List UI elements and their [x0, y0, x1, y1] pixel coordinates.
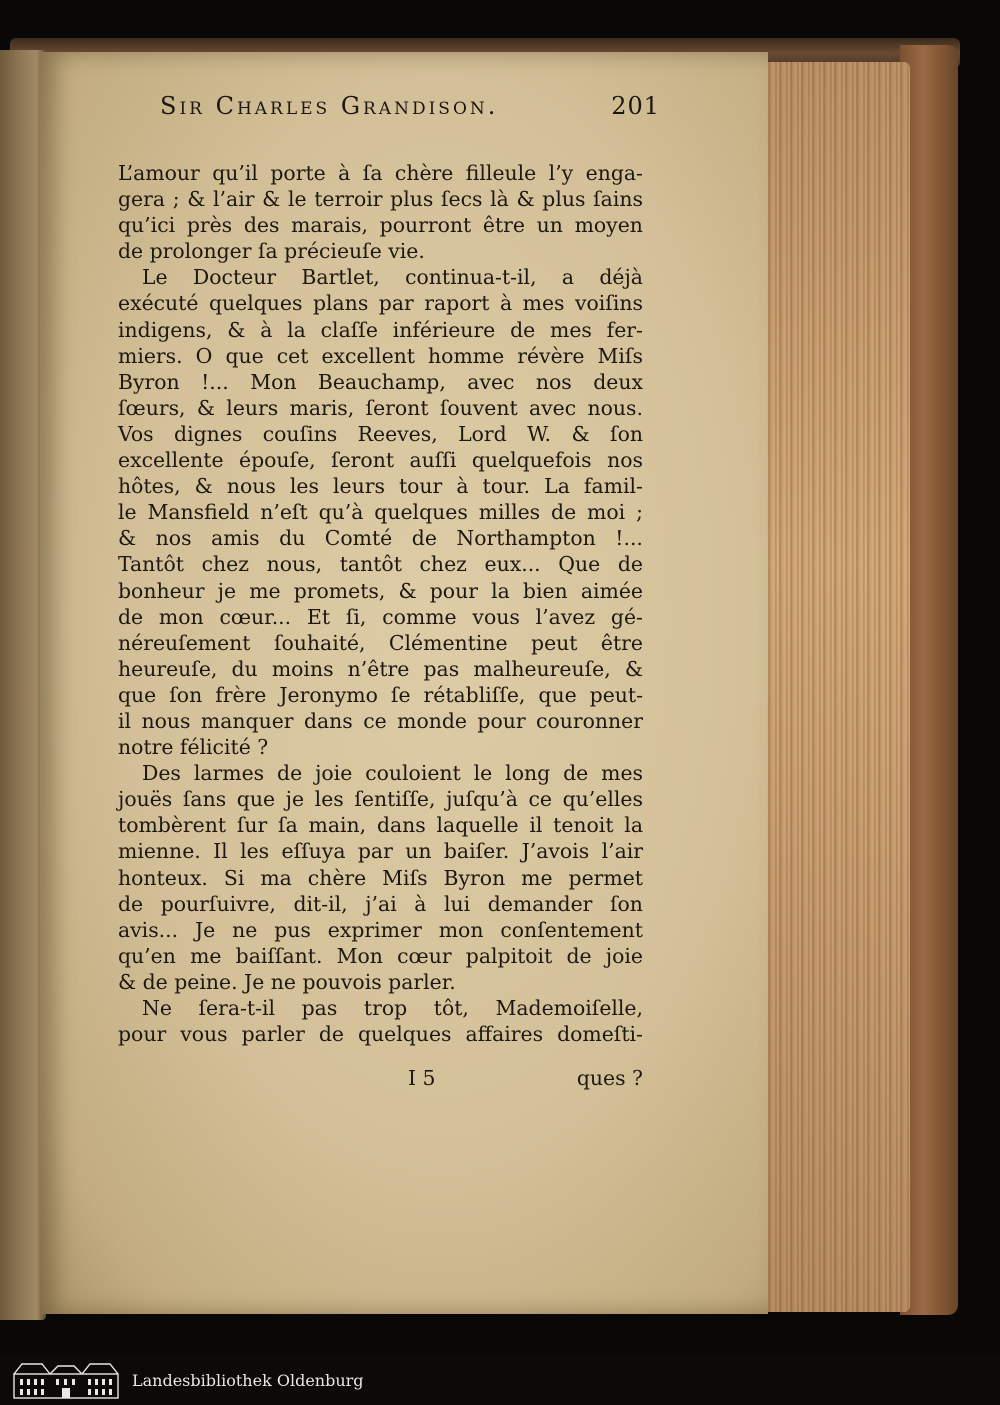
text-line: Vos dignes couſins Reeves, Lord W. & ſon: [118, 421, 643, 446]
text-line: ſœurs, & leurs maris, ſeront ſouvent avec nous.: [118, 395, 643, 420]
text-line: que ſon frère Jeronymo ſe rétabliſſe, que peut-: [118, 682, 643, 707]
text-line: Tantôt chez nous, tantôt chez eux... Que de: [118, 552, 643, 577]
library-footer: [0, 1355, 1000, 1405]
text-line: bonheur je me promets, & pour la bien aimée: [118, 578, 643, 603]
text-line: jouës ſans que je les ſentiſſe, juſqu’à ce qu’elles: [118, 787, 643, 812]
text-line: tombèrent ſur ſa main, dans laquelle il tenoit la: [118, 813, 643, 838]
text-line: gera ; & l’air & le terroir plus ſecs là & plus ſains: [118, 187, 643, 212]
text-line: exécuté quelques plans par raport à mes voiſins: [118, 291, 643, 316]
page-number: 201: [611, 92, 660, 120]
text-line: de prolonger ſa précieuſe vie.: [118, 239, 425, 264]
text-line: mienne. Il les eſſuya par un baiſer. J’avois l’air: [118, 839, 643, 864]
running-title: Sir Charles Grandison.: [160, 92, 499, 120]
text-line: Ne ſera-t-il pas trop tôt, Mademoiſelle,: [142, 996, 643, 1020]
text-line: hôtes, & nous les leurs tour à tour. La famil-: [118, 474, 643, 499]
catchword: ques ?: [576, 1066, 643, 1090]
text-line: & nos amis du Comté de Northampton !...: [118, 526, 643, 551]
library-name: Landesbibliothek Oldenburg: [132, 1370, 364, 1390]
running-head: [160, 92, 660, 132]
signature-mark: I 5: [408, 1066, 436, 1090]
text-line: pour vous parler de quelques affaires domeſti-: [118, 1022, 643, 1047]
text-line: & de peine. Je ne pouvois parler.: [118, 969, 456, 994]
text-line: honteux. Si ma chère Miſs Byron me permet: [118, 865, 643, 890]
text-line: Le Docteur Bartlet, continua-t-il, a déjà: [142, 265, 643, 290]
body-text: [118, 160, 643, 1047]
text-line: avis... Je ne pus exprimer mon conſentement: [118, 917, 643, 942]
text-line: miers. O que cet excellent homme révère Miſs: [118, 343, 643, 368]
page-block-fore-edge: [760, 62, 910, 1312]
text-line: qu’en me baiſſant. Mon cœur palpitoit de joie: [118, 943, 643, 968]
text-line: il nous manquer dans ce monde pour couronner: [118, 708, 643, 733]
text-line: Byron !... Mon Beauchamp, avec nos deux: [118, 369, 643, 394]
text-line: Des larmes de joie couloient le long de mes: [142, 761, 643, 786]
text-line: excellente épouſe, ſeront auſſi quelquefois nos: [118, 448, 643, 473]
text-line: de pourſuivre, dit-il, j’ai à lui demander ſon: [118, 891, 643, 916]
text-line: notre félicité ?: [118, 735, 269, 760]
text-line: qu’ici près des marais, pourront être un moyen: [118, 213, 643, 238]
library-building-icon: [12, 1360, 120, 1400]
text-line: indigens, & à la claſſe inférieure de mes fer-: [118, 317, 643, 342]
text-line: de mon cœur... Et ſi, comme vous l’avez gé-: [118, 604, 643, 629]
text-line: L’amour qu’il porte à ſa chère filleule l’y enga-: [118, 161, 643, 185]
text-line: heureuſe, du moins n’être pas malheureuſe, &: [118, 656, 643, 681]
text-line: le Mansfield n’eſt qu’à quelques milles de moi ;: [118, 500, 643, 525]
text-line: néreuſement ſouhaité, Clémentine peut être: [118, 630, 643, 655]
